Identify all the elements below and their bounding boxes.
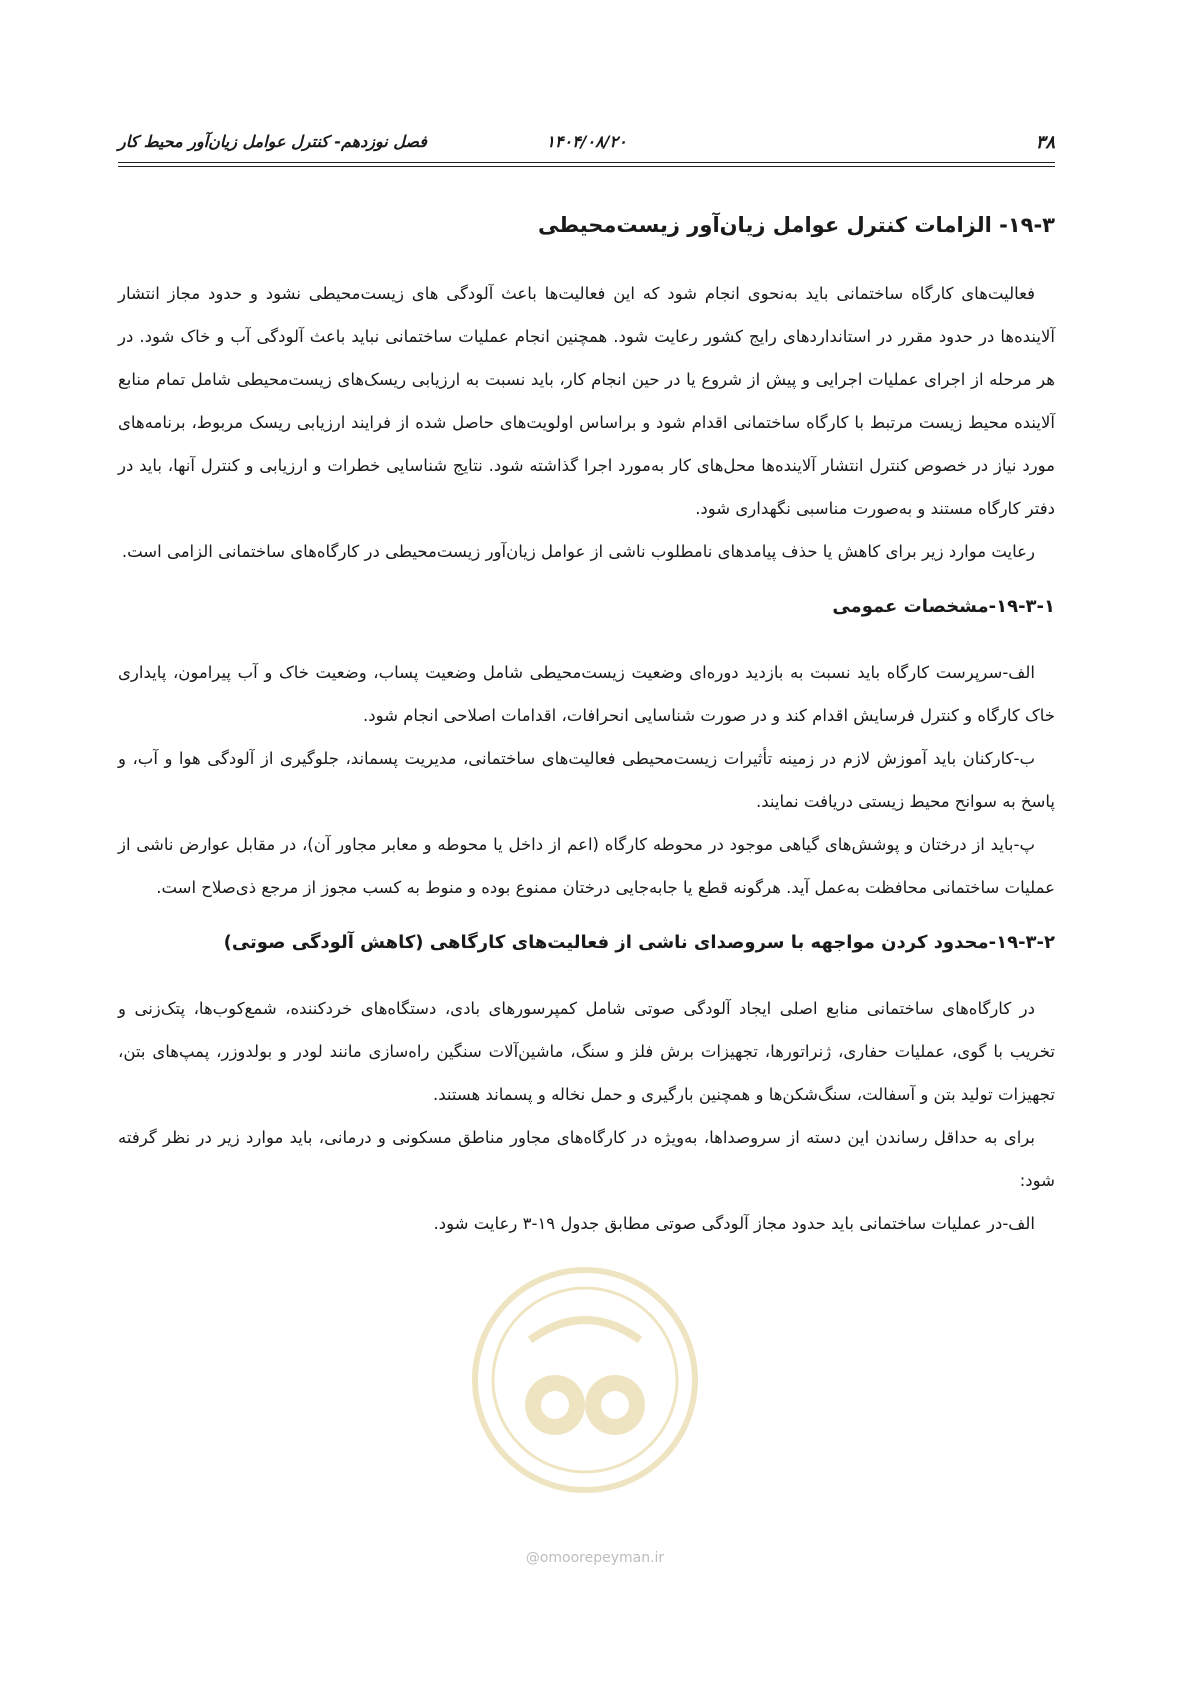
page-body — [118, 208, 1055, 1245]
section-title: ۱۹-۳- الزامات کنترل عوامل زیان‌آور زیست‌محیطی — [538, 213, 1055, 237]
subsection-title: ۱۹-۳-۱-مشخصات عمومی — [832, 596, 1055, 617]
watermark-url: @omoorepeyman.ir — [525, 1550, 665, 1566]
page-number: ۳۸ — [1035, 132, 1055, 153]
header-divider — [118, 162, 1055, 163]
list-item: ب-کارکنان باید آموزش لازم در زمینه تأثیرات زیست‌محیطی فعالیت‌های ساختمانی، مدیریت پسماند، جلوگیری از آلودگی هوا و آب، و پاسخ به سوانح محیط زیستی دریافت نمایند. — [118, 749, 1055, 811]
header-divider-thin — [118, 166, 1055, 167]
paragraph: برای به حداقل رساندن این دسته از سروصداها، به‌ویژه در کارگاه‌های مجاور مناطق مسکونی و درمانی، باید موارد زیر در نظر گرفته شود: — [118, 1128, 1055, 1190]
list-item: الف-سرپرست کارگاه باید نسبت به بازدید دوره‌ای وضعیت زیست‌محیطی شامل وضعیت پساب، وضعیت خاک و آب پیرامون، پایداری خاک کارگاه و کنترل فرسایش اقدام کند و در صورت شناسایی انحرافات، اقدامات اصلاحی انجام شود. — [118, 663, 1055, 725]
paragraph: در کارگاه‌های ساختمانی منابع اصلی ایجاد آلودگی صوتی شامل کمپرسورهای بادی، دستگاه‌های خردکننده، شمع‌کوب‌ها، پتک‌زنی و تخریب با گوی، عملیات حفاری، ژنراتورها، تجهیزات برش فلز و سنگ، ماشین‌آلات سنگین راه‌سازی مانند لودر و بولدوزر، پمپ‌های بتن، تجهیزات تولید بتن و آسفالت، سنگ‌شکن‌ها و همچنین بارگیری و حمل نخاله و پسماند هستند. — [118, 999, 1055, 1104]
list-item: الف-در عملیات ساختمانی باید حدود مجاز آلودگی صوتی مطابق جدول ۱۹-۳ رعایت شود. — [433, 1214, 1035, 1233]
list-item: پ-باید از درختان و پوشش‌های گیاهی موجود در محوطه کارگاه (اعم از داخل یا محوطه و معابر مجاور آن)، در مقابل عوارض ناشی از عملیات ساختمانی محافظت به‌عمل آید. هرگونه قطع یا جابه‌جایی درختان ممنوع بوده و منوط به کسب مجوز از مرجع ذی‌صلاح است. — [118, 835, 1055, 897]
page-header — [118, 128, 1055, 162]
chapter-title: فصل نوزدهم- کنترل عوامل زیان‌آور محیط کار — [118, 132, 427, 151]
paragraph: رعایت موارد زیر برای کاهش یا حذف پیامدهای نامطلوب ناشی از عوامل زیان‌آور زیست‌محیطی در کارگاه‌های ساختمانی الزامی است. — [121, 542, 1035, 561]
header-date: ۱۴۰۴/۰۸/۲۰ — [546, 132, 627, 151]
watermark-logo — [460, 1255, 710, 1505]
paragraph: فعالیت‌های کارگاه ساختمانی باید به‌نحوی انجام شود که این فعالیت‌ها باعث آلودگی های زیست‌محیطی نشود و حدود مجاز انتشار آلاینده‌ها در حدود مقرر در استانداردهای رایج کشور رعایت شود. همچنین انجام عملیات ساختمانی نباید باعث آلودگی آب و خاک شود. در هر مرحله از اجرای عملیات اجرایی و پیش از شروع یا در حین انجام کار، باید نسبت به ارزیابی ریسک‌های زیست‌محیطی شامل تمام منابع آلاینده محیط زیست مرتبط با کارگاه ساختمانی اقدام شود و براساس اولویت‌های حاصل شده از فرایند ارزیابی ریسک مربوط، برنامه‌های مورد نیاز در خصوص کنترل انتشار آلاینده‌ها محل‌های کار به‌مورد اجرا گذاشته شود. نتایج شناسایی خطرات و ارزیابی و کنترل آنها، باید در دفتر کارگاه مستند و به‌صورت مناسبی نگهداری شود. — [118, 284, 1055, 518]
subsection-title: ۱۹-۳-۲-محدود کردن مواجهه با سروصدای ناشی از فعالیت‌های کارگاهی (کاهش آلودگی صوتی) — [223, 932, 1055, 953]
